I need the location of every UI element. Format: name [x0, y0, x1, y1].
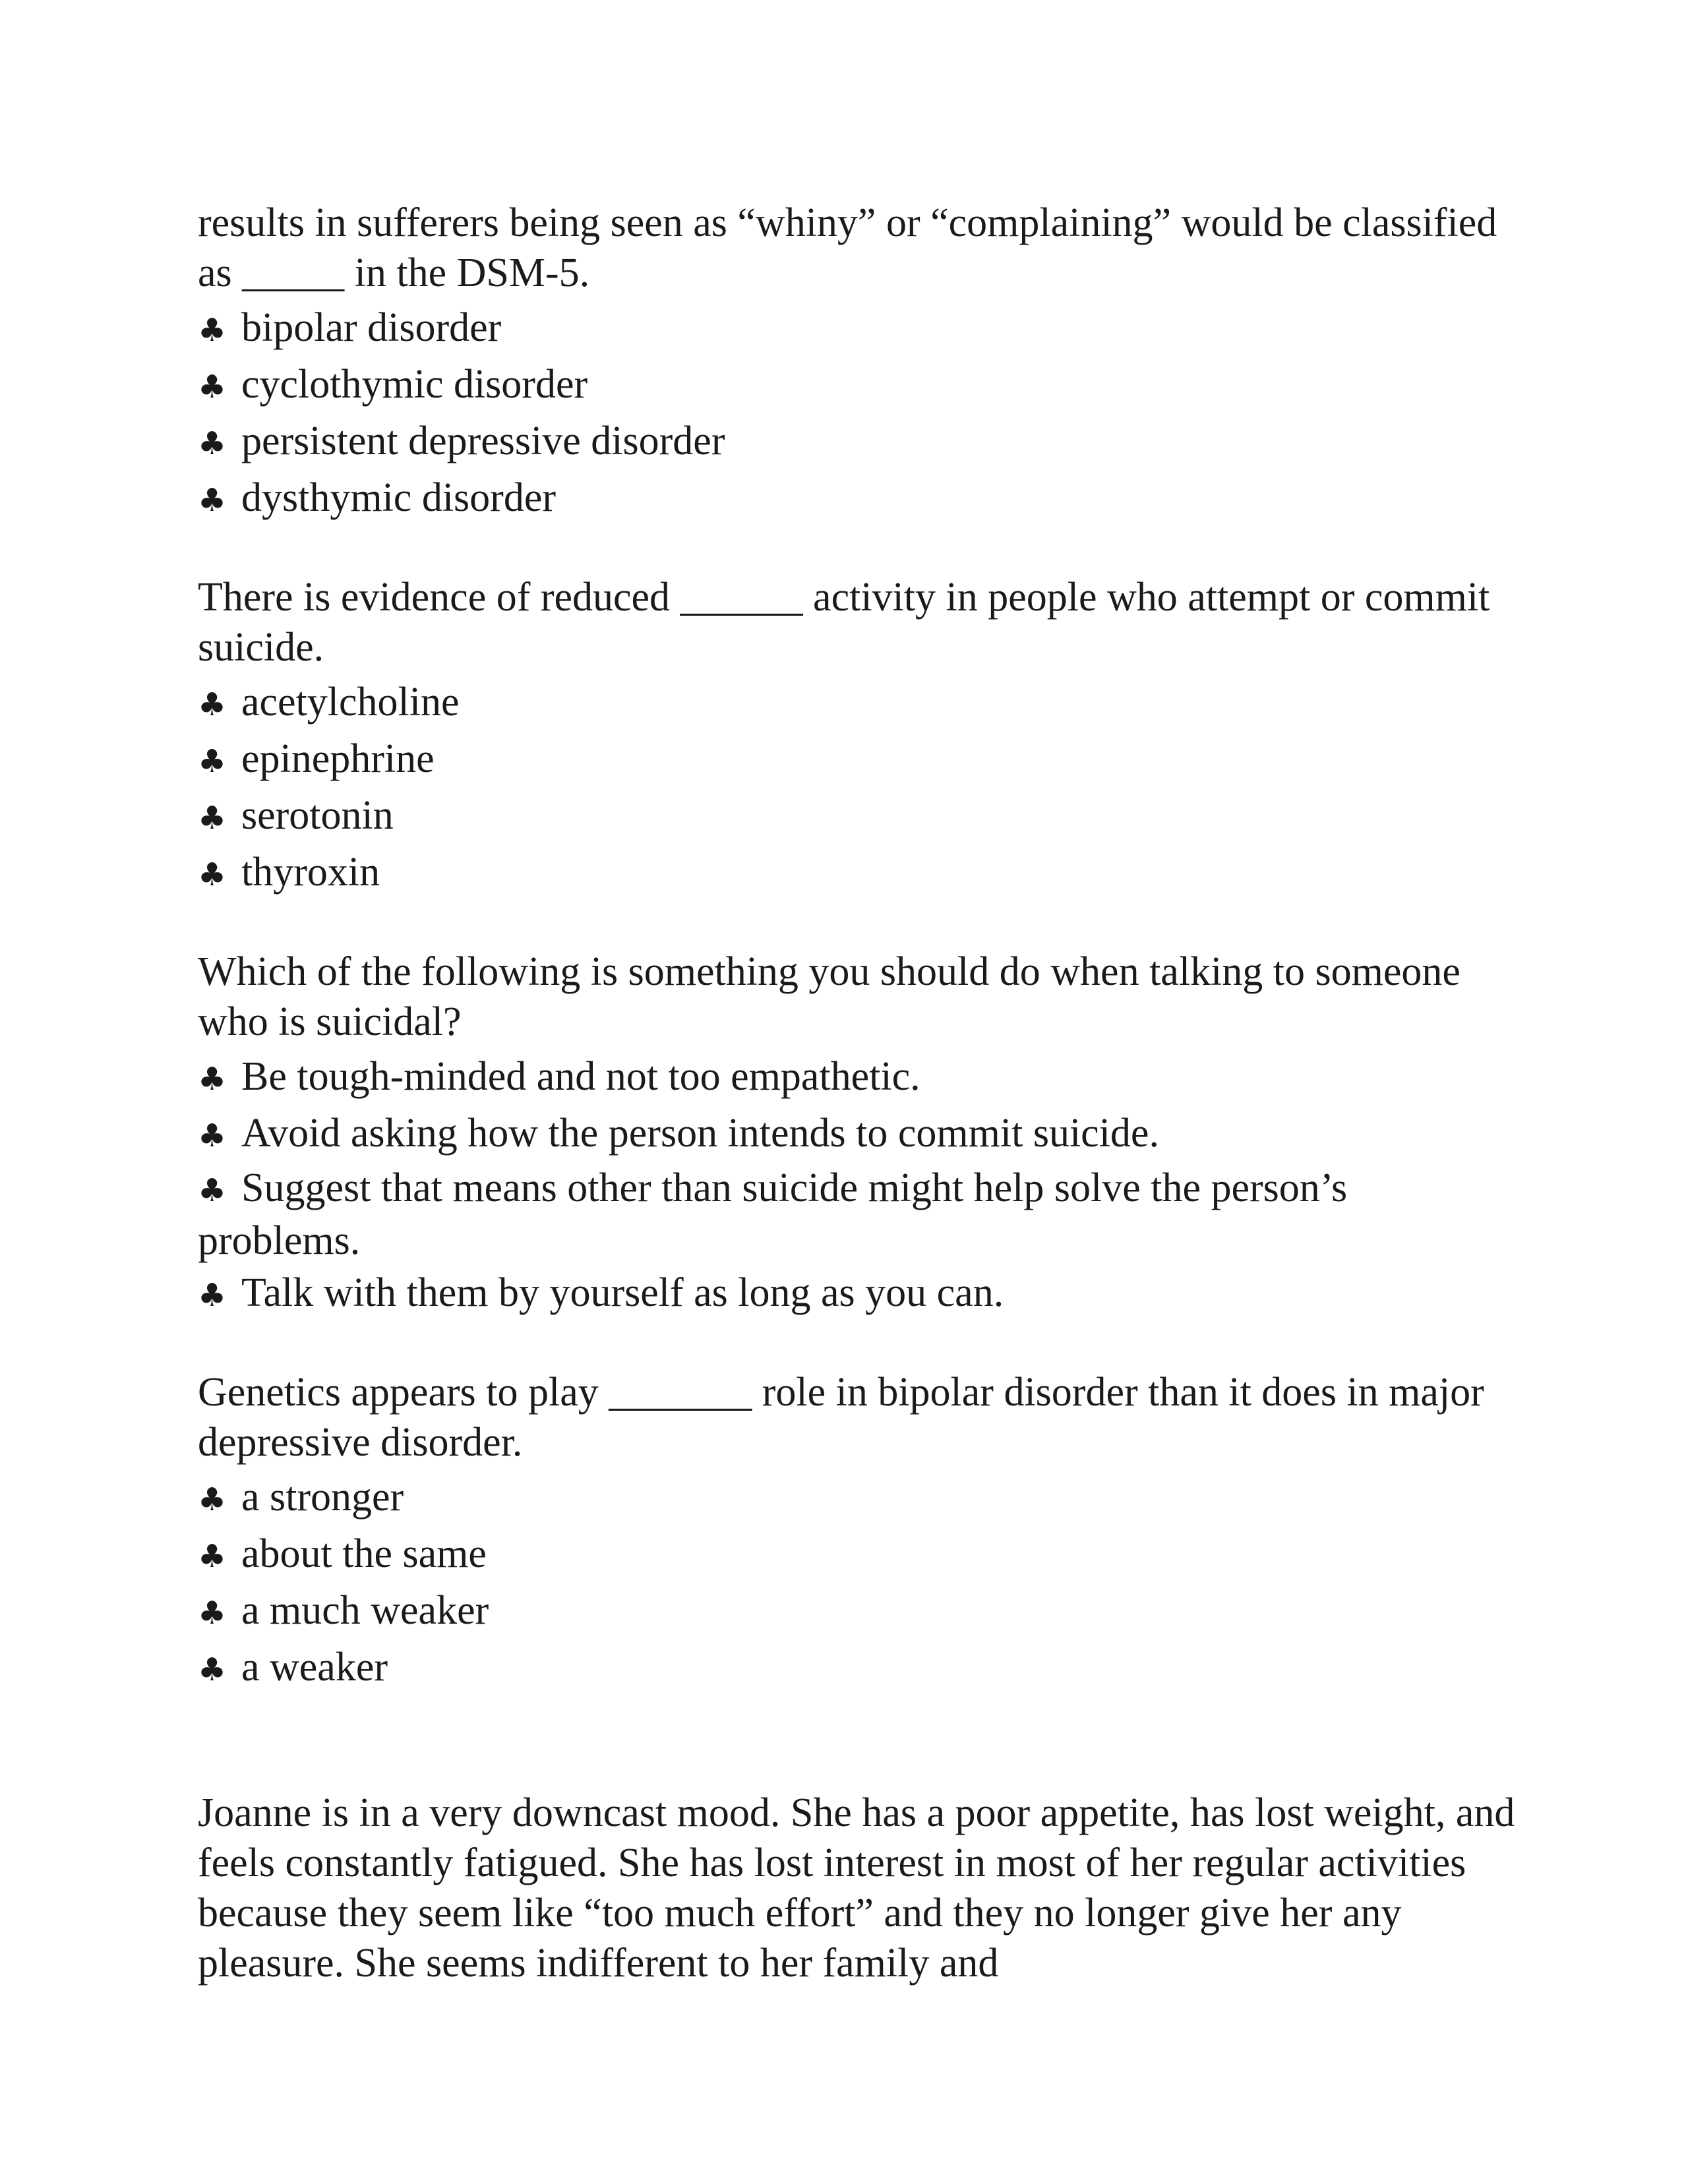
question-block	[198, 947, 1517, 1322]
option-text: a stronger	[241, 1475, 404, 1520]
answer-option	[198, 414, 1517, 471]
spacer	[198, 902, 1517, 947]
option-text: a much weaker	[241, 1588, 489, 1633]
answer-option	[198, 845, 1517, 902]
question-block	[198, 198, 1517, 527]
option-text: about the same	[241, 1531, 487, 1576]
answer-options	[198, 301, 1517, 527]
club-bullet-icon: ♣	[198, 1117, 227, 1154]
club-bullet-icon: ♣	[198, 482, 227, 519]
club-bullet-icon: ♣	[198, 425, 227, 462]
answer-option	[198, 675, 1517, 732]
document-page	[198, 198, 1517, 1988]
question-stem: Which of the following is something you should do when talking to someone who is suicidal?	[198, 949, 1461, 1044]
answer-option	[198, 1049, 1517, 1106]
spacer	[198, 1322, 1517, 1367]
answer-options	[198, 1049, 1517, 1322]
answer-option	[198, 1527, 1517, 1583]
option-text: persistent depressive disorder	[241, 419, 725, 463]
option-text: Suggest that means other than suicide might help solve the person’s problems.	[198, 1166, 1348, 1263]
answer-options	[198, 675, 1517, 902]
answer-option	[198, 732, 1517, 788]
question-block	[198, 1367, 1517, 1697]
answer-option	[198, 1163, 1517, 1266]
answer-option	[198, 1266, 1517, 1322]
club-bullet-icon: ♣	[198, 743, 227, 780]
answer-option	[198, 1640, 1517, 1697]
option-text: serotonin	[241, 793, 394, 838]
club-bullet-icon: ♣	[198, 1651, 227, 1688]
question-stem: There is evidence of reduced ______ activity in people who attempt or commit suicide.	[198, 575, 1490, 670]
option-text: thyroxin	[241, 850, 380, 895]
answer-option	[198, 1106, 1517, 1163]
club-bullet-icon: ♣	[198, 856, 227, 893]
answer-option	[198, 1583, 1517, 1640]
scenario-paragraph: Joanne is in a very downcast mood. She has a poor appetite, has lost weight, and feels constantly fatigued. She has lost interest in most of her regular activities because they seem like “too much effort” and they no longer give her any pleasure. She seems indifferent to her family and	[198, 1790, 1515, 1986]
option-text: bipolar disorder	[241, 305, 502, 350]
club-bullet-icon: ♣	[198, 686, 227, 723]
club-bullet-icon: ♣	[198, 1538, 227, 1575]
answer-option	[198, 471, 1517, 527]
answer-option	[198, 357, 1517, 414]
option-text: a weaker	[241, 1645, 388, 1690]
club-bullet-icon: ♣	[198, 312, 227, 349]
option-text: Avoid asking how the person intends to commit suicide.	[241, 1111, 1159, 1156]
option-text: Talk with them by yourself as long as you can.	[241, 1270, 1004, 1315]
answer-options	[198, 1470, 1517, 1697]
club-bullet-icon: ♣	[198, 369, 227, 405]
question-block	[198, 572, 1517, 902]
option-text: dysthymic disorder	[241, 475, 556, 520]
answer-option	[198, 1470, 1517, 1527]
club-bullet-icon: ♣	[198, 1061, 227, 1098]
answer-option	[198, 301, 1517, 357]
spacer	[198, 527, 1517, 572]
question-stem: results in sufferers being seen as “whiny” or “complaining” would be classified as _____ in the DSM-5.	[198, 200, 1497, 295]
club-bullet-icon: ♣	[198, 1172, 227, 1209]
club-bullet-icon: ♣	[198, 800, 227, 837]
option-text: epinephrine	[241, 736, 435, 781]
spacer	[198, 1697, 1517, 1788]
answer-option	[198, 788, 1517, 845]
option-text: Be tough-minded and not too empathetic.	[241, 1054, 920, 1099]
option-text: acetylcholine	[241, 680, 460, 724]
club-bullet-icon: ♣	[198, 1277, 227, 1314]
club-bullet-icon: ♣	[198, 1595, 227, 1632]
question-stem: Genetics appears to play _______ role in bipolar disorder than it does in major depressive disorder.	[198, 1370, 1484, 1465]
option-text: cyclothymic disorder	[241, 362, 588, 407]
club-bullet-icon: ♣	[198, 1481, 227, 1518]
